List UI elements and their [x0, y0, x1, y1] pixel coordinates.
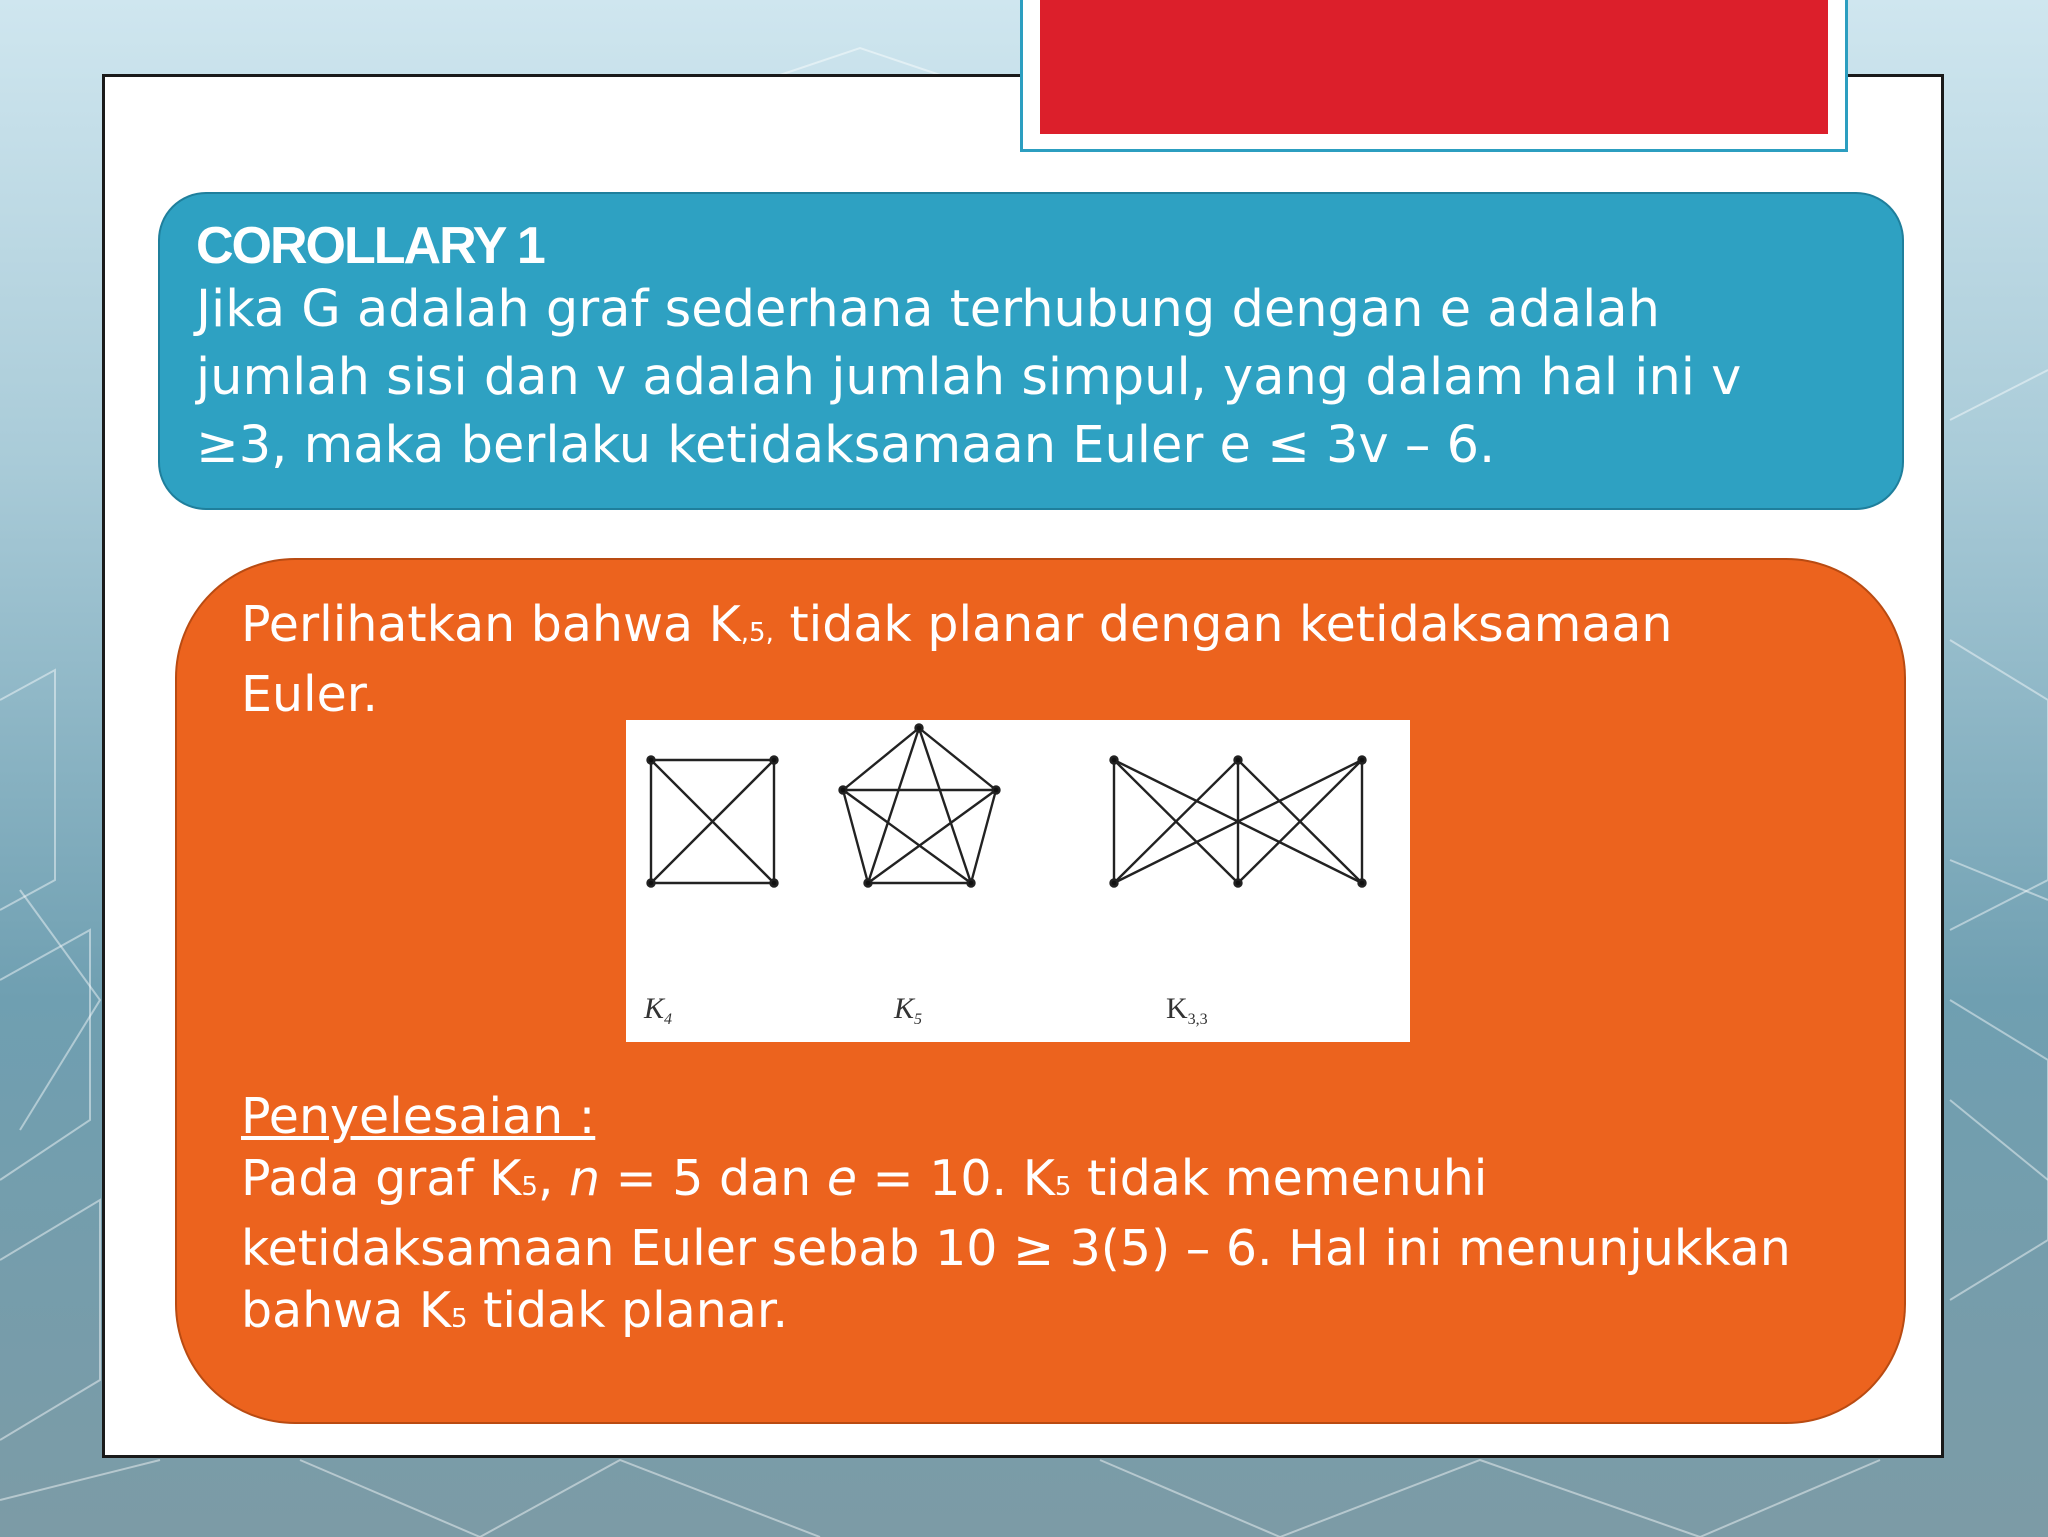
corollary-line-3: ≥3, maka berlaku ketidaksamaan Euler e ≤ 3v – 6.: [196, 416, 1496, 475]
corollary-statement: [196, 276, 1866, 480]
k4-graph: [648, 757, 778, 887]
solution-text: [241, 1086, 1841, 1350]
k33-label: $K_{3,3}$: [1166, 992, 1208, 1028]
question-line-1: Perlihatkan bahwa K,5, tidak planar dengan ketidaksamaan: [241, 596, 1673, 653]
corollary-title: COROLLARY 1: [196, 217, 544, 275]
corollary-line-1: Jika G adalah graf sederhana terhubung dengan e adalah: [196, 280, 1660, 339]
exercise-box: [175, 558, 1906, 1424]
solution-line-2: ketidaksamaan Euler sebab 10 ≥ 3(5) – 6. Hal ini menunjukkan: [241, 1220, 1791, 1277]
k5-graph: [840, 725, 1000, 887]
question-text: [241, 594, 1841, 726]
question-subscript: ,5,: [740, 618, 774, 648]
solution-line-3: bahwa K5 tidak planar.: [241, 1282, 789, 1339]
graph-figure: [626, 720, 1410, 1042]
corollary-box: [158, 192, 1904, 510]
corollary-line-2: jumlah sisi dan v adalah jumlah simpul, yang dalam hal ini v: [196, 348, 1742, 407]
k4-label: $K_4$: [644, 992, 673, 1028]
title-bar: [1040, 0, 1828, 134]
question-line-2: Euler.: [241, 666, 378, 723]
k5-label: $K_5$: [894, 992, 923, 1028]
k33-graph: [1111, 757, 1366, 887]
solution-line-1: Pada graf K5, n = 5 dan e = 10. K5 tidak memenuhi: [241, 1150, 1488, 1207]
solution-heading: Penyelesaian :: [241, 1088, 596, 1145]
